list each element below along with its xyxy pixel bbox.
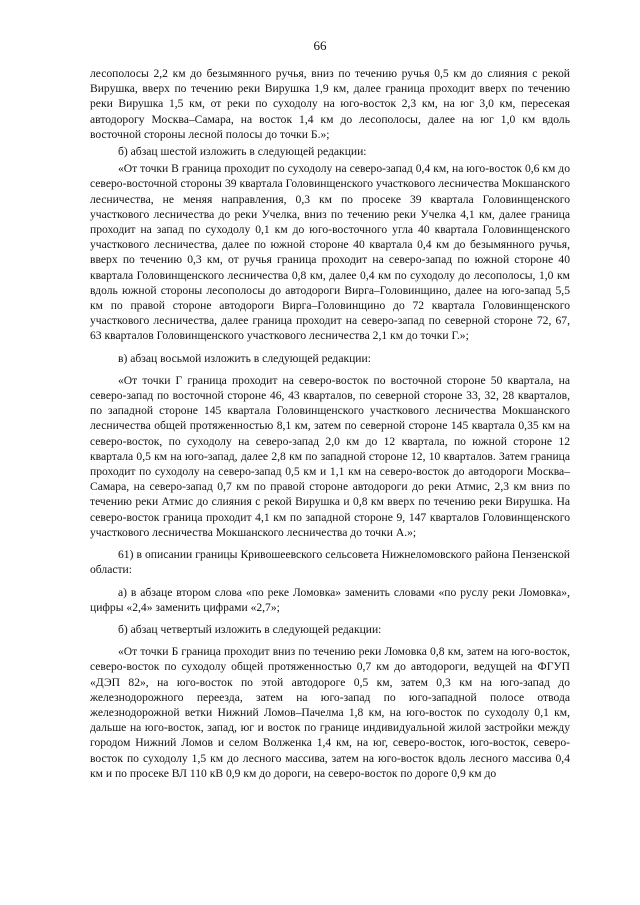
paragraph-item-61: 61) в описании границы Кривошеевского сельсовета Нижнеломовского района Пензенской области: <box>90 548 570 577</box>
document-body <box>90 66 570 781</box>
paragraph-item-a: а) в абзаце втором слова «по реке Ломовка» заменить словами «по руслу реки Ломовка», цифры «2,4» заменить цифрами «2,7»; <box>90 585 570 614</box>
paragraph-point-g-description: «От точки Г граница проходит на северо-восток по восточной стороне 50 квартала, на северо-запад по восточной стороне 46, 43 кварталов, по северной стороне 33, 32, 28 кварталов, по западной стороне 145 квартала Головинщенского участкового лесничества Мокшанского лесничества общей протяженностью 8,1 км, затем по северной стороне 145 квартала 0,35 км на северо-восток, по суходолу на северо-запад 2,0 км до 12 квартала, по южной стороне 12 квартала 0,5 км на юго-запад, далее 2,8 км по западной стороне 12, 10 кварталов. Затем граница проходит по суходолу на северо-запад 0,5 км и 1,1 км на северо-восток до автодороги Москва–Самара, на северо-запад 0,7 км по правой стороне автодороги до реки Атмис, 2,3 км вниз по течению реки Атмис до слияния с рекой Вирушка и 0,8 км вверх по течению реки Вирушка. На северо-восток граница проходит 4,1 км по западной стороне 9, 147 кварталов Головинщенского участкового лесничества Мокшанского лесничества до точки А.»; <box>90 373 570 539</box>
paragraph-item-b-heading-2: б) абзац четвертый изложить в следующей редакции: <box>118 622 382 636</box>
page-number: 66 <box>313 38 327 53</box>
paragraph-continuation: лесополосы 2,2 км до безымянного ручья, вниз по течению ручья 0,5 км до слияния с рекой Вирушка, вверх по течению реки Вирушка 1,9 км, далее граница проходит вверх по течению реки Вирушка 1,5 км, от реки по суходолу на юго-восток 2,3 км, на юг 3,0 км, пересекая автодорогу Москва–Самара, на восток 1,4 км до лесополосы, далее на юг 1,0 км вдоль восточной стороны лесной полосы до точки Б.»; <box>90 67 570 141</box>
paragraph-point-v-description: «От точки В граница проходит по суходолу на северо-запад 0,4 км, на юго-восток 0,6 км до северо-восточной стороны 39 квартала Головинщенского участкового лесничества Мокшанского лесничества, не меняя направления, 0,3 км по просеке 39 квартала Головинщенского участкового лесничества до реки Учелка, вниз по течению реки Учелка 4,1 км, далее граница проходит на запад по суходолу 0,1 км до юго-восточного угла 40 квартала Головинщенского участкового лесничества, далее по южной стороне 40 квартала 0,4 км до безымянного ручья, вверх по течению 0,3 км, от ручья граница проходит на северо-запад по южной стороне 40 квартала Головинщенского лесничества 0,8 км, далее 0,4 км по суходолу до лесополосы, 1,0 км вдоль южной стороны лесополосы до автодороги Вирга–Головинщино, далее на юго-запад 5,5 км по правой стороне автодороги Вирга–Головинщино до 72 квартала Головинщенского участкового лесничества, далее граница проходит на северо-запад по северной стороне 72, 67, 63 кварталов Головинщенского участкового лесничества 2,1 км до точки Г.»; <box>90 162 570 343</box>
paragraph-point-b-description: «От точки Б граница проходит вниз по течению реки Ломовка 0,8 км, затем на юго-восток, северо-восток по суходолу общей протяженностью 0,7 км до автодороги, ведущей на ФГУП «ДЭП 82», на юго-восток по этой автодороге 0,5 км, затем 0,3 км на юго-запад до железнодорожного переезда, затем на юго-запад по юго-западной полосе отвода железнодорожной ветки Нижний Ломов–Пачелма 1,8 км, на юго-восток по суходолу 0,1 км, дальше на юго-восток, запад, юг и восток по границе индивидуальной жилой застройки между городом Нижний Ломов и селом Волженка 1,4 км, на юг, северо-восток, юго-восток, северо-восток по суходолу 1,5 км до лесного массива, затем на юго-восток вдоль лесного массива 0,4 км и по просеке ВЛ 110 кВ 0,9 км до дороги, на северо-восток по дороге 0,9 км до <box>90 645 570 780</box>
paragraph-item-v-heading: в) абзац восьмой изложить в следующей редакции: <box>118 351 371 365</box>
paragraph-item-b-heading: б) абзац шестой изложить в следующей редакции: <box>118 145 367 159</box>
